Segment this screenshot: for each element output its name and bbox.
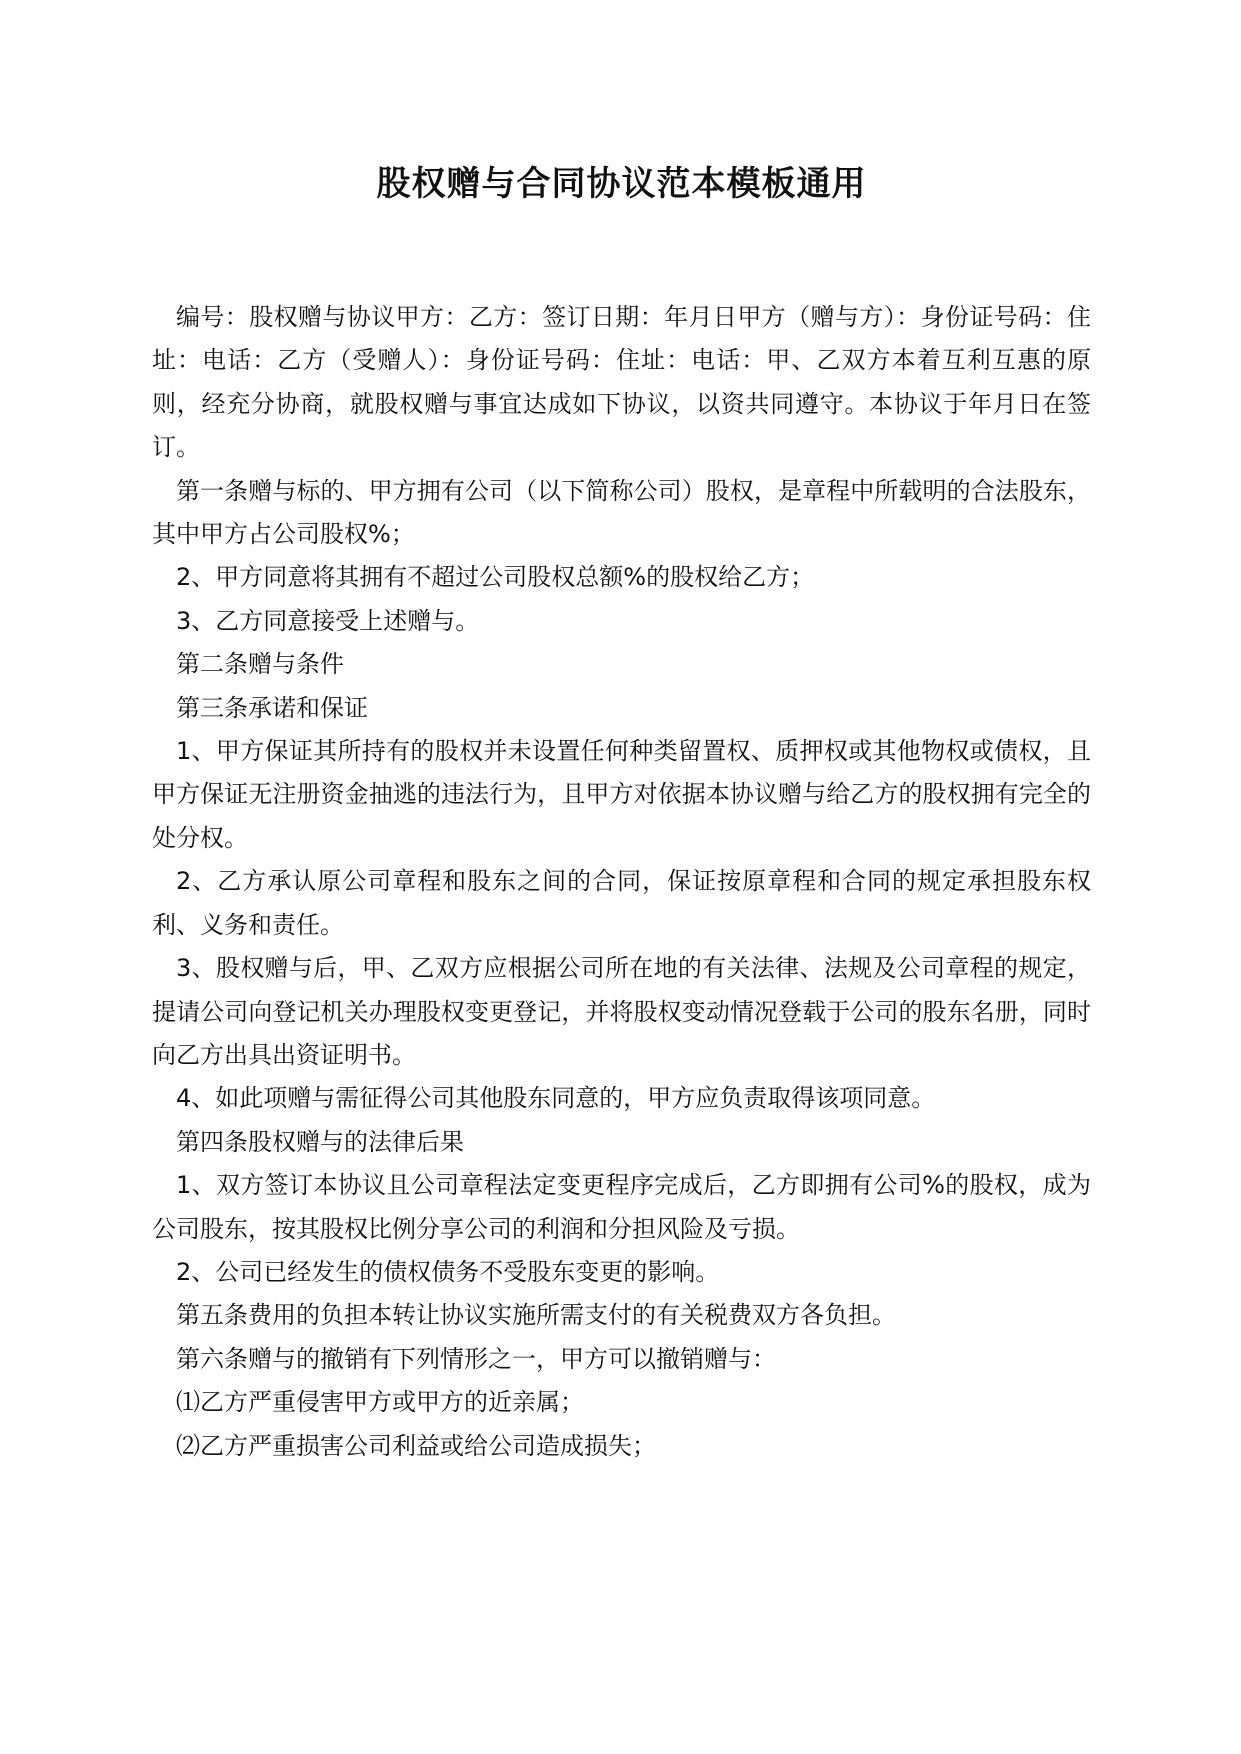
paragraph-preamble: 编号：股权赠与协议甲方：乙方：签订日期：年月日甲方（赠与方）：身份证号码：住址：电话：乙方（受赠人）：身份证号码：住址：电话：甲、乙双方本着互利互惠的原则，经充分协商，就股权赠与事宜达成如下协议，以资共同遵守。本协议于年月日在签订。 <box>152 303 1091 462</box>
paragraph-article-4-item-1: 1、双方签订本协议且公司章程法定变更程序完成后，乙方即拥有公司%的股权，成为公司股东，按其股权比例分享公司的利润和分担风险及亏损。 <box>152 1171 1091 1243</box>
paragraph-article-3-item-3: 3、股权赠与后，甲、乙双方应根据公司所在地的有关法律、法规及公司章程的规定，提请公司向登记机关办理股权变更登记，并将股权变动情况登载于公司的股东名册，同时向乙方出具出资证明书。 <box>152 954 1091 1069</box>
paragraph-article-1-item-2: 2、甲方同意将其拥有不超过公司股权总额%的股权给乙方； <box>176 563 815 592</box>
document-title: 股权赠与合同协议范本模板通用 <box>376 164 867 204</box>
paragraph-article-3-item-2: 2、乙方承认原公司章程和股东之间的合同，保证按原章程和合同的规定承担股东权利、义务和责任。 <box>152 867 1091 939</box>
paragraph-article-1-item-3: 3、乙方同意接受上述赠与。 <box>176 606 480 635</box>
paragraph-article-3: 第三条承诺和保证 <box>176 693 368 722</box>
paragraph-article-6-item-2: ⑵乙方严重损害公司利益或给公司造成损失； <box>176 1431 656 1460</box>
paragraph-article-4-item-2: 2、公司已经发生的债权债务不受股东变更的影响。 <box>176 1257 720 1286</box>
document-body <box>152 296 1091 1468</box>
paragraph-article-3-item-1: 1、甲方保证其所持有的股权并未设置任何种类留置权、质押权或其他物权或债权，且甲方保证无注册资金抽逃的违法行为，且甲方对依据本协议赠与给乙方的股权拥有完全的处分权。 <box>152 737 1091 852</box>
paragraph-article-4: 第四条股权赠与的法律后果 <box>176 1127 464 1156</box>
paragraph-article-2: 第二条赠与条件 <box>176 650 344 679</box>
paragraph-article-6: 第六条赠与的撤销有下列情形之一，甲方可以撤销赠与： <box>176 1344 776 1373</box>
paragraph-article-3-item-4: 4、如此项赠与需征得公司其他股东同意的，甲方应负责取得该项同意。 <box>176 1084 936 1113</box>
paragraph-article-5: 第五条费用的负担本转让协议实施所需支付的有关税费双方各负担。 <box>176 1301 896 1330</box>
paragraph-article-1: 第一条赠与标的、甲方拥有公司（以下简称公司）股权，是章程中所载明的合法股东，其中甲方占公司股权%； <box>152 476 1091 549</box>
paragraph-article-6-item-1: ⑴乙方严重侵害甲方或甲方的近亲属； <box>176 1388 584 1417</box>
